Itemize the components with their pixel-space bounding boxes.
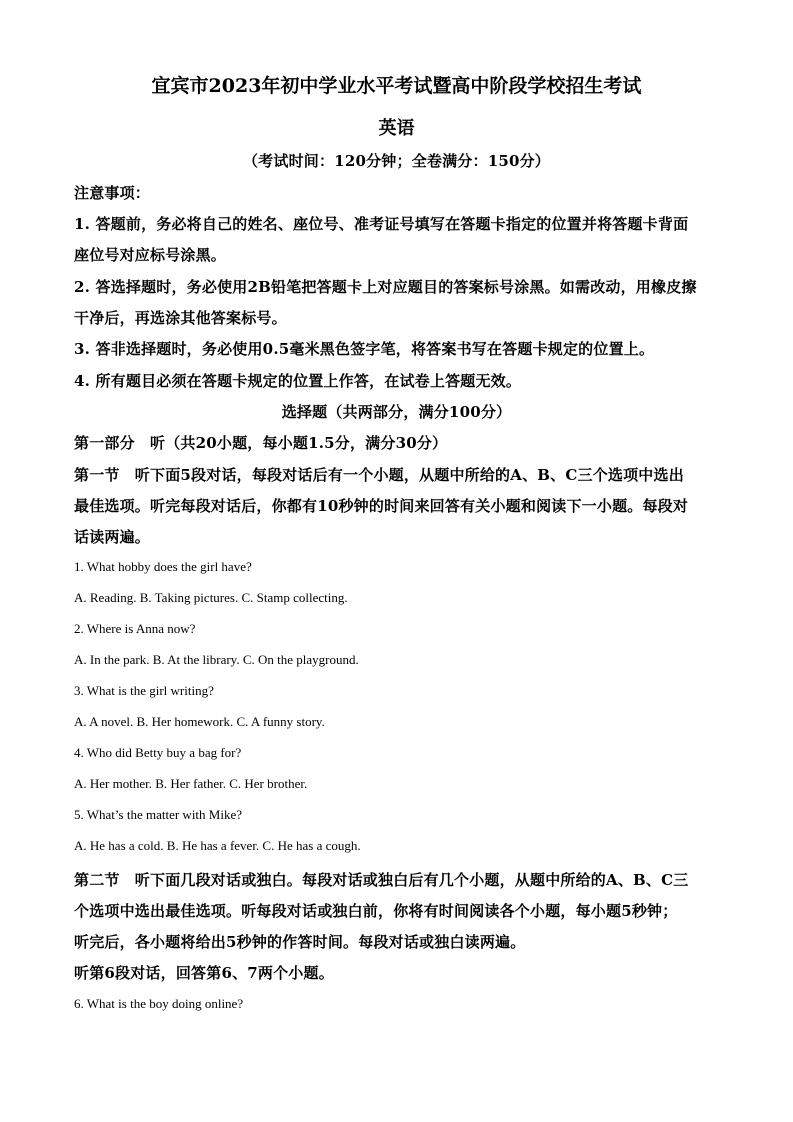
question-3-options: A. A novel. B. Her homework. C. A funny story. xyxy=(74,714,325,729)
subject-title: 英语 xyxy=(378,118,415,139)
exam-info: （考试时间：120分钟；全卷满分：150分） xyxy=(242,152,551,170)
question-2-options: A. In the park. B. At the library. C. On the playground. xyxy=(74,652,359,667)
question-1: 1. What hobby does the girl have? xyxy=(74,559,252,574)
note-item-1-line-2: 座位号对应标号涂黑。 xyxy=(74,246,227,264)
question-5: 5. What’s the matter with Mike? xyxy=(74,807,242,822)
dialogue-6-heading: 听第6段对话，回答第6、7两个小题。 xyxy=(74,964,334,982)
section-title: 选择题（共两部分，满分100分） xyxy=(281,403,512,421)
note-item-2-line-1: 2. 答选择题时，务必使用2B铅笔把答题卡上对应题目的答案标号涂黑。如需改动，用橡皮擦 xyxy=(74,278,697,296)
note-item-1-line-1: 1. 答题前，务必将自己的姓名、座位号、准考证号填写在答题卡指定的位置并将答题卡背面 xyxy=(74,215,689,233)
note-item-3: 3. 答非选择题时，务必使用0.5毫米黑色签字笔，将答案书写在答题卡规定的位置上。 xyxy=(74,340,655,358)
note-item-4: 4. 所有题目必须在答题卡规定的位置上作答，在试卷上答题无效。 xyxy=(74,372,522,390)
question-2: 2. Where is Anna now? xyxy=(74,621,196,636)
section2-instructions-line-1: 第二节 听下面几段对话或独白。每段对话或独白后有几个小题，从题中所给的A、B、C三 xyxy=(74,871,689,889)
note-item-2-line-2: 干净后，再选涂其他答案标号。 xyxy=(74,309,287,327)
section1-instructions-line-2: 最佳选项。听完每段对话后，你都有10秒钟的时间来回答有关小题和阅读下一小题。每段对 xyxy=(74,497,689,515)
section1-instructions-line-3: 话读两遍。 xyxy=(74,528,151,546)
question-6: 6. What is the boy doing online? xyxy=(74,996,244,1011)
section2-instructions-line-2: 个选项中选出最佳选项。听每段对话或独白前，你将有时间阅读各个小题，每小题5秒钟； xyxy=(74,902,678,920)
question-1-options: A. Reading. B. Taking pictures. C. Stamp collecting. xyxy=(74,590,348,605)
section1-instructions-line-1: 第一节 听下面5段对话，每段对话后有一个小题，从题中所给的A、B、C三个选项中选出 xyxy=(74,466,684,484)
exam-title: 宜宾市2023年初中学业水平考试暨高中阶段学校招生考试 xyxy=(151,75,642,97)
question-5-options: A. He has a cold. B. He has a fever. C. He has a cough. xyxy=(74,838,361,853)
section2-instructions-line-3: 听完后，各小题将给出5秒钟的作答时间。每段对话或独白读两遍。 xyxy=(74,933,526,951)
part1-title: 第一部分 听（共20小题，每小题1.5分，满分30分） xyxy=(74,434,448,452)
question-3: 3. What is the girl writing? xyxy=(74,683,214,698)
notes-heading: 注意事项： xyxy=(74,184,151,202)
question-4-options: A. Her mother. B. Her father. C. Her brother. xyxy=(74,776,308,791)
question-4: 4. Who did Betty buy a bag for? xyxy=(74,745,242,760)
